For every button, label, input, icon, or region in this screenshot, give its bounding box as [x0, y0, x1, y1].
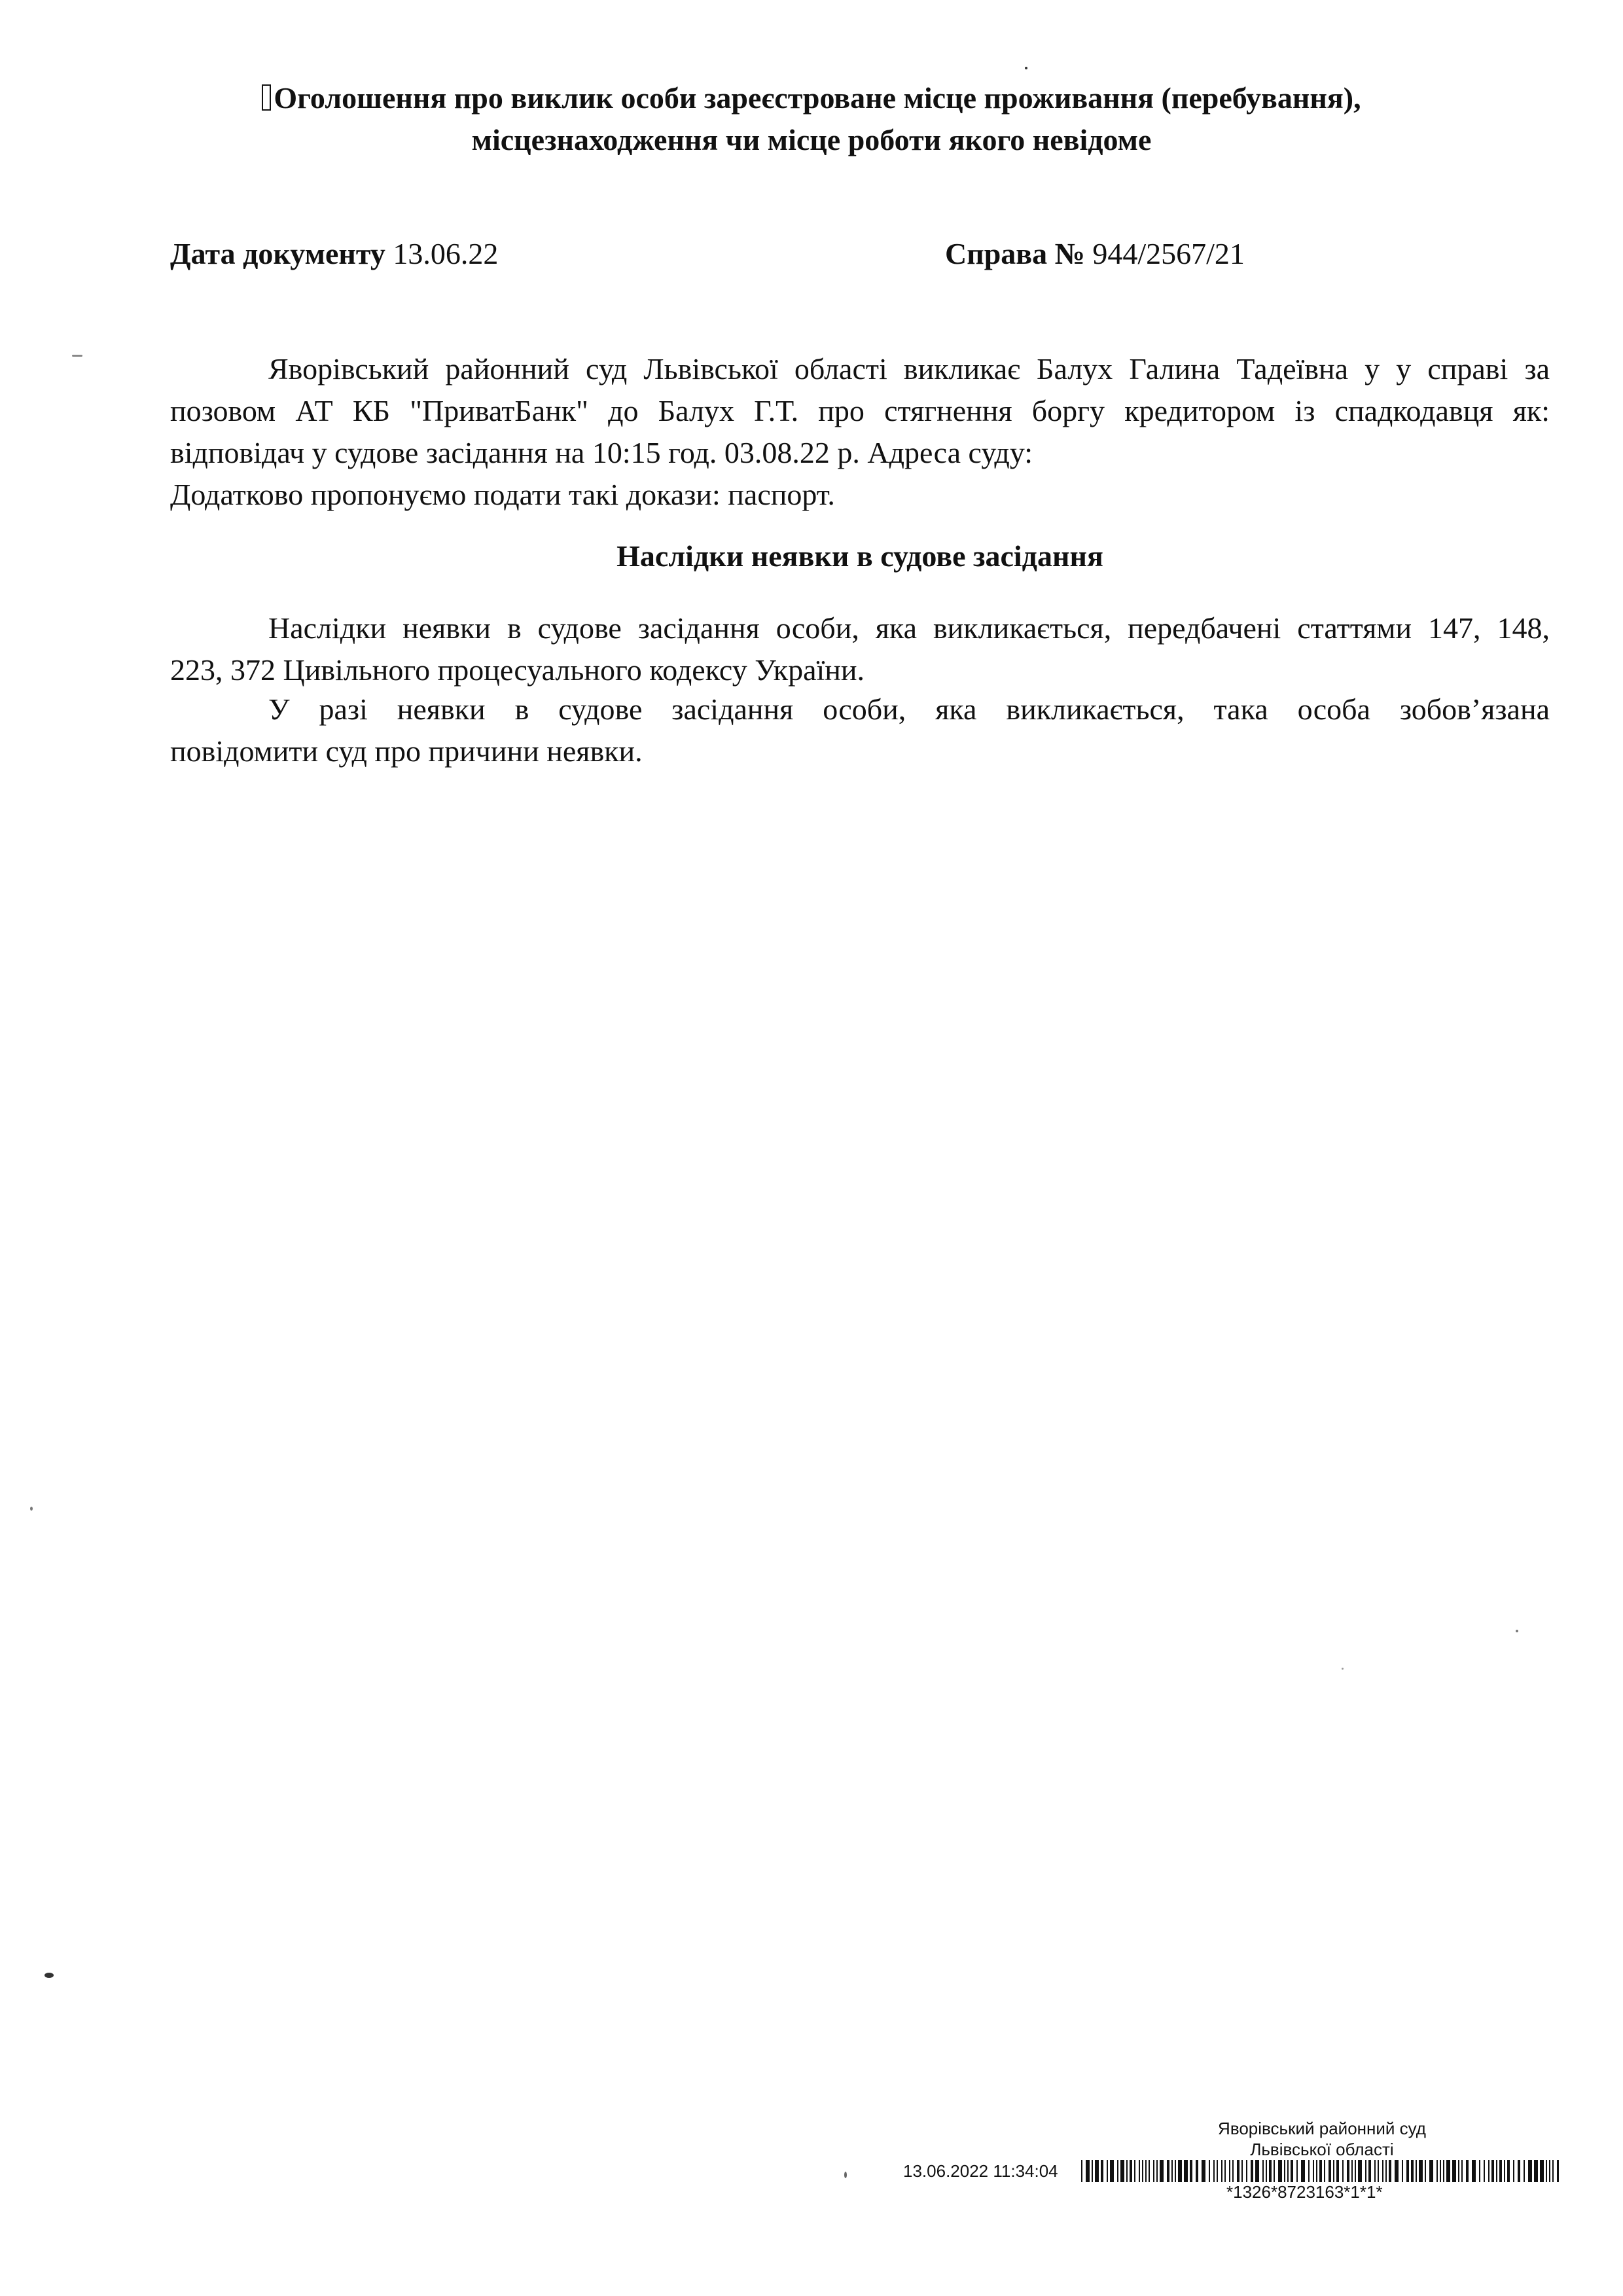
barcode-bar [1557, 2160, 1559, 2182]
barcode-bar [1524, 2160, 1525, 2182]
case-label: Справа № [945, 237, 1085, 270]
barcode-bar [1237, 2160, 1240, 2182]
barcode-bar [1291, 2160, 1293, 2182]
barcode-bar [1284, 2160, 1285, 2182]
barcode-bar [1452, 2160, 1456, 2182]
date-value: 13.06.22 [393, 237, 499, 270]
barcode-bar [1507, 2160, 1510, 2182]
barcode-bar [1086, 2160, 1090, 2182]
barcode-bar [1402, 2160, 1403, 2182]
barcode-bar [1336, 2160, 1339, 2182]
case-value: 944/2567/21 [1092, 237, 1245, 270]
summons-line: відповідач у судове засідання на 10:15 год. 03.08.22 р. Адреса суду: [170, 436, 1033, 469]
footer-court-line-2: Львівської області [1250, 2140, 1394, 2159]
barcode-bar [1110, 2160, 1114, 2182]
barcode-bar [1333, 2160, 1334, 2182]
consequences-line: Наслідки неявки в судове засідання особи, яка викликається, передбачені статтями 147, 148, [268, 611, 1550, 645]
barcode-bar [1382, 2160, 1383, 2182]
barcode-bar [1488, 2160, 1489, 2182]
summons-paragraph [170, 348, 1550, 516]
barcode-bar [1355, 2160, 1356, 2182]
barcode-bar [1528, 2160, 1532, 2182]
barcode-bar [1296, 2160, 1298, 2182]
title-line-2: місцезнаходження чи місце роботи якого невідоме [471, 123, 1152, 156]
title-line-1: Оголошення про виклик особи зареєстроване місце проживання (перебування), [170, 77, 1453, 119]
barcode-bar [1313, 2160, 1314, 2182]
barcode-bar [1266, 2160, 1267, 2182]
barcode-bar [1101, 2160, 1103, 2182]
barcode-bar [1278, 2160, 1282, 2182]
footer-court-line-1: Яворівський районний суд [1218, 2119, 1426, 2138]
obligation-line: У разі неявки в судове засідання особи, яка викликається, така особа зобов’язана [268, 692, 1550, 726]
barcode-bar [1092, 2160, 1093, 2182]
barcode-bar [1406, 2160, 1409, 2182]
barcode-bar [1552, 2160, 1554, 2182]
barcode-bar [1308, 2160, 1310, 2182]
barcode-bar [1429, 2160, 1433, 2182]
barcode-bar [1461, 2160, 1463, 2182]
barcode-bar [1419, 2160, 1423, 2182]
barcode-bar [1120, 2160, 1124, 2182]
barcode-bar [1472, 2160, 1476, 2182]
barcode-bar [1365, 2160, 1366, 2182]
barcode-bar [1262, 2160, 1264, 2182]
missing-glyph-icon [262, 84, 271, 111]
barcode-bar [1171, 2160, 1173, 2182]
barcode-bar [1374, 2160, 1376, 2182]
barcode-bar [1440, 2160, 1441, 2182]
barcode-bar [1491, 2160, 1494, 2182]
barcode-bar [1385, 2160, 1387, 2182]
barcode-bar [1324, 2160, 1325, 2182]
barcode-text: *1326*8723163*1*1* [1226, 2182, 1383, 2202]
barcode-bar [1479, 2160, 1480, 2182]
barcode-bar [1287, 2160, 1289, 2182]
barcode-bar [1178, 2160, 1182, 2182]
barcode-bar [1351, 2160, 1353, 2182]
barcode-bar [1484, 2160, 1485, 2182]
consequences-paragraph [170, 607, 1550, 691]
scan-speck [844, 2172, 847, 2178]
scan-speck [1516, 1630, 1518, 1632]
barcode-bar [1466, 2160, 1469, 2182]
barcode-bar [1540, 2160, 1544, 2182]
barcode-bar [1425, 2160, 1426, 2182]
barcode-bar [1117, 2160, 1118, 2182]
footer-court-name [1139, 2118, 1505, 2160]
barcode-bar [1126, 2160, 1128, 2182]
barcode-bar [1446, 2160, 1450, 2182]
barcode-bar [1274, 2160, 1275, 2182]
barcode-bar [1202, 2160, 1205, 2182]
barcode-bar [1107, 2160, 1108, 2182]
scan-speck [72, 355, 82, 357]
barcode-bar [1145, 2160, 1147, 2182]
summons-line: позовом АТ КБ "ПриватБанк" до Балух Г.Т. про стягнення боргу кредитором із спадкодавця як: [170, 394, 1550, 427]
barcode-bar [1139, 2160, 1140, 2182]
date-label: Дата документу [170, 237, 385, 270]
barcode-bar [1213, 2160, 1215, 2182]
barcode-bar [1255, 2160, 1259, 2182]
barcode-bar [1221, 2160, 1222, 2182]
obligation-line: повідомити суд про причини неявки. [170, 734, 643, 768]
scan-speck [30, 1507, 33, 1511]
barcode-bar [1081, 2160, 1082, 2182]
barcode-bar [1229, 2160, 1230, 2182]
barcode-bar [1416, 2160, 1417, 2182]
barcode-bar [1534, 2160, 1538, 2182]
barcode-bar [1443, 2160, 1444, 2182]
barcode-bar [1436, 2160, 1438, 2182]
scan-speck [1342, 1668, 1344, 1670]
barcode-bar [1513, 2160, 1514, 2182]
barcode-bar [1319, 2160, 1322, 2182]
barcode-image [1081, 2160, 1559, 2182]
barcode-bar [1316, 2160, 1317, 2182]
barcode-bar [1368, 2160, 1371, 2182]
summons-line: Яворівський районний суд Львівської області викликає Балух Галина Тадеївна у у справі за [268, 352, 1550, 386]
barcode-bar [1153, 2160, 1154, 2182]
barcode-bar [1224, 2160, 1226, 2182]
barcode-bar [1246, 2160, 1247, 2182]
barcode-bar [1504, 2160, 1505, 2182]
consequences-line: 223, 372 Цивільного процесуального кодексу України. [170, 653, 865, 687]
barcode-bar [1167, 2160, 1169, 2182]
barcode-bar [1130, 2160, 1132, 2182]
barcode-bar [1389, 2160, 1391, 2182]
barcode-bar [1232, 2160, 1234, 2182]
barcode-bar [1342, 2160, 1344, 2182]
barcode-bar [1142, 2160, 1143, 2182]
barcode-bar [1241, 2160, 1243, 2182]
scan-speck [1025, 67, 1027, 69]
barcode-bar [1175, 2160, 1176, 2182]
barcode-bar [1156, 2160, 1158, 2182]
barcode-bar [1549, 2160, 1550, 2182]
barcode-bar [1301, 2160, 1305, 2182]
consequences-heading: Наслідки неявки в судове засідання [616, 539, 1103, 573]
summons-line: Додатково пропонуємо подати такі докази: паспорт. [170, 478, 835, 511]
barcode-bar [1269, 2160, 1272, 2182]
document-date [170, 233, 498, 275]
scan-speck [45, 1973, 54, 1978]
barcode-bar [1518, 2160, 1520, 2182]
barcode-bar [1411, 2160, 1414, 2182]
barcode-bar [1095, 2160, 1099, 2182]
barcode-bar [1251, 2160, 1253, 2182]
barcode-bar [1134, 2160, 1135, 2182]
barcode-bar [1184, 2160, 1188, 2182]
barcode-bar [1458, 2160, 1459, 2182]
barcode-bar [1217, 2160, 1218, 2182]
barcode-bar [1499, 2160, 1502, 2182]
barcode-bar [1347, 2160, 1349, 2182]
footer-timestamp: 13.06.2022 11:34:04 [903, 2161, 1058, 2181]
barcode-bar [1329, 2160, 1331, 2182]
barcode-bar [1190, 2160, 1192, 2182]
barcode-bar [1395, 2160, 1399, 2182]
document-title [170, 77, 1453, 161]
barcode-bar [1378, 2160, 1379, 2182]
barcode-bar [1546, 2160, 1547, 2182]
barcode-bar [1496, 2160, 1497, 2182]
barcode-bar [1149, 2160, 1150, 2182]
barcode-bar [1160, 2160, 1164, 2182]
barcode-bar [1358, 2160, 1362, 2182]
barcode-bar [1209, 2160, 1210, 2182]
barcode-bar [1196, 2160, 1198, 2182]
case-number [945, 233, 1245, 275]
obligation-paragraph [170, 689, 1550, 772]
